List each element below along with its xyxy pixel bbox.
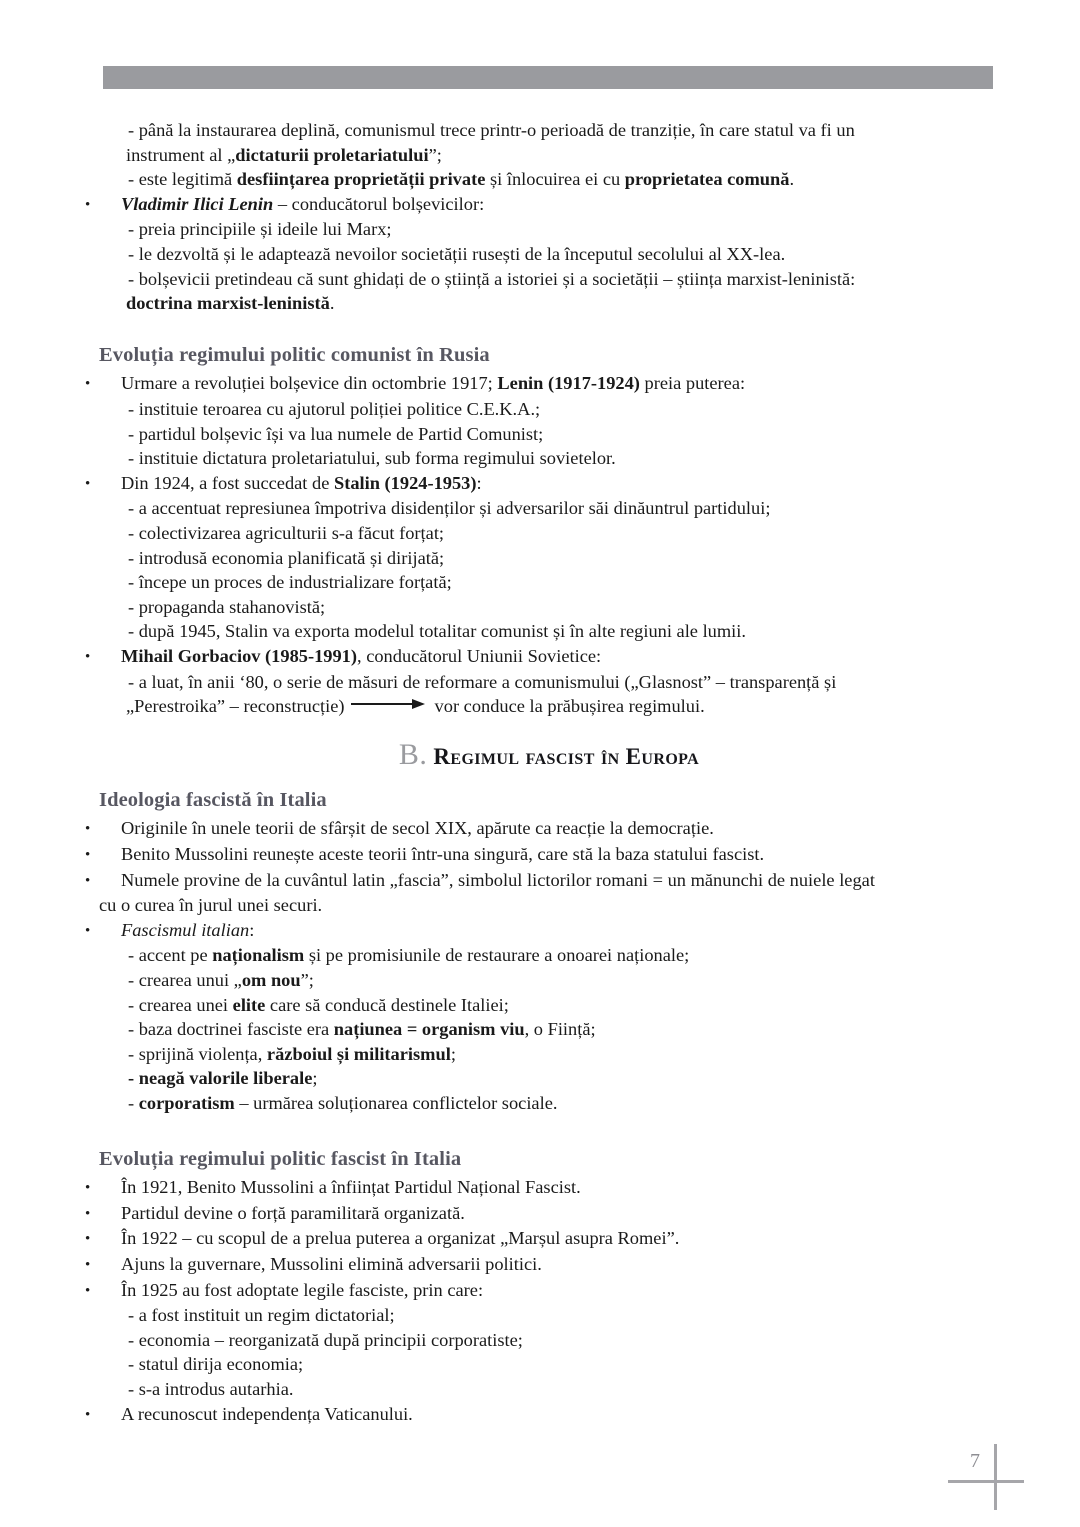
list-item-text: - economia – reorganizată după principii corporatiste; — [128, 1329, 523, 1350]
list-item-text: - a accentuat represiunea împotriva disidenților și adversarilor săi dinăuntrul partidului; — [128, 498, 771, 519]
list-item — [128, 422, 999, 447]
list-item — [128, 1328, 999, 1353]
list-item — [103, 471, 999, 497]
list-item-text: A recunoscut independența Vaticanului. — [121, 1403, 413, 1424]
list-item — [103, 868, 999, 894]
list-item-text: - până la instaurarea deplină, comunismul trece printr-o perioadă de tranziție, în care statul va fi un — [128, 120, 855, 140]
text-segment: Din 1924, a fost succedat de — [121, 472, 334, 493]
text-segment: - crearea unui „ — [128, 969, 242, 990]
list-item-text: Originile în unele teorii de sfârșit de secol XIX, apărute ca reacție la democrație. — [121, 818, 714, 839]
list-item — [128, 546, 999, 571]
list-item — [128, 496, 999, 521]
emphasis-text: Fascismul italian — [121, 919, 250, 940]
section-heading-fascist-italia: Evoluția regimului politic fascist în Italia — [99, 1147, 462, 1170]
emphasis-text: - neagă valorile liberale — [128, 1068, 313, 1089]
list-item — [103, 192, 999, 218]
list-item-text: - instituie dictatura proletariatului, sub forma regimului sovietelor. — [128, 448, 616, 469]
list-item — [128, 242, 999, 267]
text-segment: : — [476, 472, 482, 493]
list-item-text: În 1925 au fost adoptate legile fasciste, prin care: — [121, 1279, 484, 1300]
list-item — [128, 1066, 999, 1091]
text-segment: ”; — [300, 969, 314, 990]
emphasis-text: Vladimir Ilici Lenin — [121, 193, 274, 214]
text-segment: – urmărea soluționarea conflictelor sociale. — [234, 1092, 558, 1113]
section-heading-ideologia-fascista: Ideologia fascistă în Italia — [99, 788, 327, 811]
crop-mark — [948, 1438, 1034, 1514]
text-segment: „Perestroika” – reconstrucție) — [126, 696, 345, 717]
list-item — [103, 1226, 999, 1252]
text-segment: cu o curea în jurul unei securi. — [99, 895, 323, 916]
text-segment: ”; — [428, 144, 442, 165]
emphasis-text: naționalism — [212, 945, 305, 966]
text-segment: vor conduce la prăbușirea regimului. — [434, 696, 705, 717]
list-item-text: - după 1945, Stalin va exporta modelul totalitar comunist și în alte regiuni ale lumii. — [128, 621, 746, 642]
list-item — [103, 1402, 999, 1428]
emphasis-text: desființarea proprietății private — [236, 169, 486, 190]
emphasis-text: elite — [232, 994, 266, 1015]
list-item — [103, 842, 999, 868]
list-item — [103, 1175, 999, 1201]
text-segment: - baza doctrinei fasciste era — [128, 1019, 334, 1040]
list-item — [128, 670, 999, 695]
emphasis-text: națiunea = organism viu — [333, 1019, 525, 1040]
list-item-text: - instituie teroarea cu ajutorul poliției politice C.E.K.A.; — [128, 399, 541, 420]
list-item-text: - bolșevicii pretindeau că sunt ghidați de o știință a istoriei și a societății – știința marxist-leninistă: — [128, 268, 856, 289]
list-item-text: - propaganda stahanovistă; — [128, 596, 326, 617]
list-item-text: - introdusă economia planificată și dirijată; — [128, 547, 445, 568]
crop-mark-vertical-line — [994, 1444, 997, 1510]
text-segment: . — [789, 169, 795, 190]
list-item — [128, 446, 999, 471]
text-segment: - sprijină violența, — [128, 1043, 267, 1064]
list-item — [103, 644, 999, 670]
list-item-text: Numele provine de la cuvântul latin „fascia”, simbolul lictorilor romani = un mănunchi de nuiele legat — [121, 869, 875, 890]
text-segment: ; — [312, 1068, 318, 1089]
right-arrow-icon — [351, 699, 429, 709]
text-segment: instrument al „ — [126, 144, 236, 165]
emphasis-text: Lenin (1917-1924) — [497, 373, 640, 394]
list-item — [103, 1252, 999, 1278]
list-item-text: - colectivizarea agriculturii s-a făcut forțat; — [128, 522, 445, 543]
list-item — [103, 371, 999, 397]
list-item-text: - începe un proces de industrializare forțată; — [128, 572, 452, 593]
page-content — [99, 118, 999, 1427]
list-item-continuation — [126, 694, 999, 719]
text-segment: preia puterea: — [639, 373, 746, 394]
list-item-continuation — [126, 143, 999, 168]
list-item — [128, 217, 999, 242]
text-segment: - crearea unei — [128, 994, 233, 1015]
list-item — [128, 1091, 999, 1116]
text-segment: - este legitimă — [128, 169, 237, 190]
text-segment: care să conducă destinele Italiei; — [265, 994, 509, 1015]
list-item-text: Ajuns la guvernare, Mussolini elimină adversarii politici. — [121, 1253, 542, 1274]
text-segment: - — [128, 1092, 139, 1113]
list-item-text: - s-a introdus autarhia. — [128, 1378, 294, 1399]
text-segment: - accent pe — [128, 945, 213, 966]
chapter-letter: B. — [398, 737, 428, 771]
list-item-text: Benito Mussolini reunește aceste teorii într-una singură, care stă la baza statului fascist. — [121, 844, 765, 864]
crop-mark-horizontal-line — [948, 1480, 1024, 1483]
list-item — [103, 816, 999, 842]
text-segment: – conducătorul bolșevicilor: — [273, 193, 485, 214]
list-item — [103, 1201, 999, 1227]
list-item-text: - statul dirija economia; — [128, 1354, 304, 1375]
list-item — [128, 521, 999, 546]
list-item-text: - a luat, în anii ‘80, o serie de măsuri de reformare a comunismului („Glasnost” – transparență și — [128, 671, 837, 692]
text-segment: și înlocuirea ei cu — [485, 169, 625, 190]
list-item-text: - preia principiile și ideile lui Marx; — [128, 219, 392, 240]
list-item — [128, 1303, 999, 1328]
list-item — [103, 918, 999, 944]
text-segment: : — [249, 919, 255, 940]
list-item — [128, 570, 999, 595]
list-item-text: - a fost instituit un regim dictatorial; — [128, 1305, 395, 1326]
section-heading-comunist-rusia: Evoluția regimului politic comunist în Rusia — [99, 343, 490, 366]
list-item — [128, 397, 999, 422]
list-item — [128, 1042, 999, 1067]
chapter-heading — [99, 737, 999, 773]
list-item — [128, 267, 999, 292]
list-item — [128, 595, 999, 620]
list-item-text: În 1921, Benito Mussolini a înființat Partidul Național Fascist. — [121, 1177, 581, 1198]
list-item — [128, 1352, 999, 1377]
text-segment: Urmare a revoluției bolșevice din octombrie 1917; — [121, 373, 498, 394]
list-item — [128, 1377, 999, 1402]
list-item-text: În 1922 – cu scopul de a prelua puterea a organizat „Marșul asupra Romei”. — [121, 1228, 680, 1249]
emphasis-text: Stalin (1924-1953) — [333, 472, 477, 493]
list-item — [128, 619, 999, 644]
text-segment: și pe promisiunile de restaurare a onoarei naționale; — [304, 945, 690, 966]
list-item — [128, 167, 999, 192]
emphasis-text: războiul și militarismul — [266, 1043, 451, 1064]
text-segment: ; — [450, 1043, 456, 1064]
emphasis-text: Mihail Gorbaciov (1985-1991) — [121, 645, 357, 666]
list-item-continuation — [99, 893, 999, 918]
emphasis-text: corporatism — [138, 1092, 235, 1113]
emphasis-text: proprietatea comună — [624, 169, 790, 190]
list-item — [128, 1017, 999, 1042]
page-number: 7 — [970, 1450, 980, 1472]
chapter-title: Regimul fascist în Europa — [433, 743, 700, 769]
list-item — [103, 1278, 999, 1304]
list-item — [128, 118, 999, 143]
emphasis-text: doctrina marxist-leninistă — [126, 293, 330, 314]
text-segment: , conducătorul Uniunii Sovietice: — [357, 645, 602, 666]
list-item-text: - partidul bolșevic își va lua numele de Partid Comunist; — [128, 423, 544, 444]
text-segment: . — [329, 293, 335, 314]
list-item — [128, 993, 999, 1018]
list-item-continuation — [126, 291, 999, 316]
text-segment: , o Ființă; — [524, 1019, 596, 1040]
list-item — [128, 968, 999, 993]
emphasis-text: om nou — [241, 969, 301, 990]
emphasis-text: dictaturii proletariatului — [235, 144, 429, 165]
list-item-text: Partidul devine o forță paramilitară organizată. — [121, 1202, 465, 1223]
page-header-bar — [103, 66, 993, 89]
list-item-text: - le dezvoltă și le adaptează nevoilor societății rusești de la începutul secolului al XX-lea. — [128, 243, 786, 264]
list-item — [128, 943, 999, 968]
